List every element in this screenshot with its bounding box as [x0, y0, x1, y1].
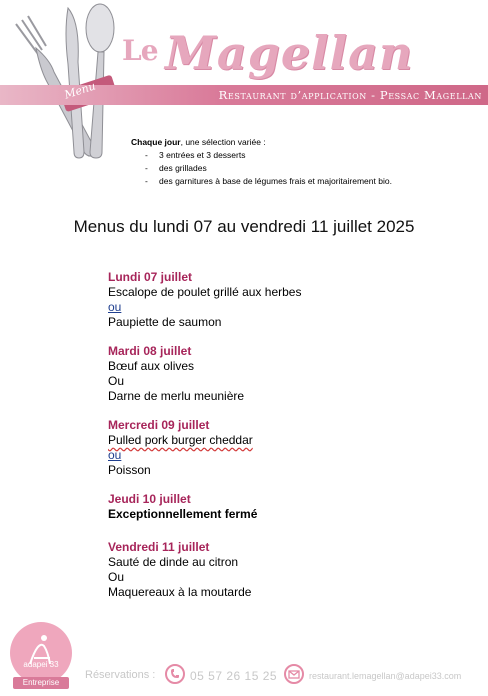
email-address[interactable]: restaurant.lemagellan@adapei33.com [309, 671, 462, 681]
reservations-label: Réservations : [85, 669, 156, 681]
header-subtitle: Restaurant d’application - Pessac Magellan [218, 88, 482, 102]
dish: Escalope de poulet grillé aux herbes [108, 285, 302, 299]
intro-item: - des grillades [131, 162, 392, 175]
phone-number[interactable]: 05 57 26 15 25 [190, 669, 278, 683]
dish: Bœuf aux olives [108, 359, 195, 373]
org-badge: Entreprise [13, 677, 69, 689]
day-title: Mardi 08 juillet [108, 344, 192, 358]
adapei-mark-icon [10, 622, 72, 684]
intro-list [131, 149, 392, 188]
dish: Pulled pork burger cheddar [108, 433, 253, 447]
dish: Paupiette de saumon [108, 315, 222, 329]
day-title: Vendredi 11 juillet [108, 540, 210, 554]
menu-badge-label: Menu [62, 79, 98, 102]
dish: Darne de merlu meunière [108, 389, 245, 403]
or-link[interactable]: ou [108, 300, 122, 314]
adapei-logo [10, 622, 72, 684]
dish: Poisson [108, 463, 151, 477]
intro-item: - 3 entrées et 3 desserts [131, 149, 392, 162]
day-title: Mercredi 09 juillet [108, 418, 210, 432]
dish: Maquereaux à la moutarde [108, 585, 252, 599]
intro-lead-bold: Chaque jour [131, 137, 181, 147]
or-text: Ou [108, 570, 125, 584]
closed-note: Exceptionnellement fermé [108, 507, 258, 521]
brand-name: Magellan [165, 26, 414, 80]
day-thursday [108, 492, 448, 522]
phone-icon [165, 664, 185, 684]
day-title: Lundi 07 juillet [108, 270, 193, 284]
brand-le: Le [122, 34, 158, 67]
day-wednesday [108, 418, 448, 478]
or-text: Ou [108, 374, 125, 388]
intro-lead-rest: , une sélection variée : [180, 137, 266, 147]
day-monday [108, 270, 448, 330]
daily-menu [108, 270, 448, 614]
day-title: Jeudi 10 juillet [108, 492, 191, 506]
intro-item: - des garnitures à base de légumes frais et majoritairement bio. [131, 175, 392, 188]
menu-title: Menus du lundi 07 au vendredi 11 juillet 2025 [73, 217, 415, 236]
intro-block [131, 136, 392, 188]
dish: Sauté de dinde au citron [108, 555, 239, 569]
day-friday [108, 540, 448, 600]
or-link[interactable]: ou [108, 448, 122, 462]
cutlery-logo-icon [10, 2, 120, 162]
org-name: adapei 33 [23, 660, 59, 669]
mail-icon [284, 664, 304, 684]
day-tuesday [108, 344, 448, 404]
